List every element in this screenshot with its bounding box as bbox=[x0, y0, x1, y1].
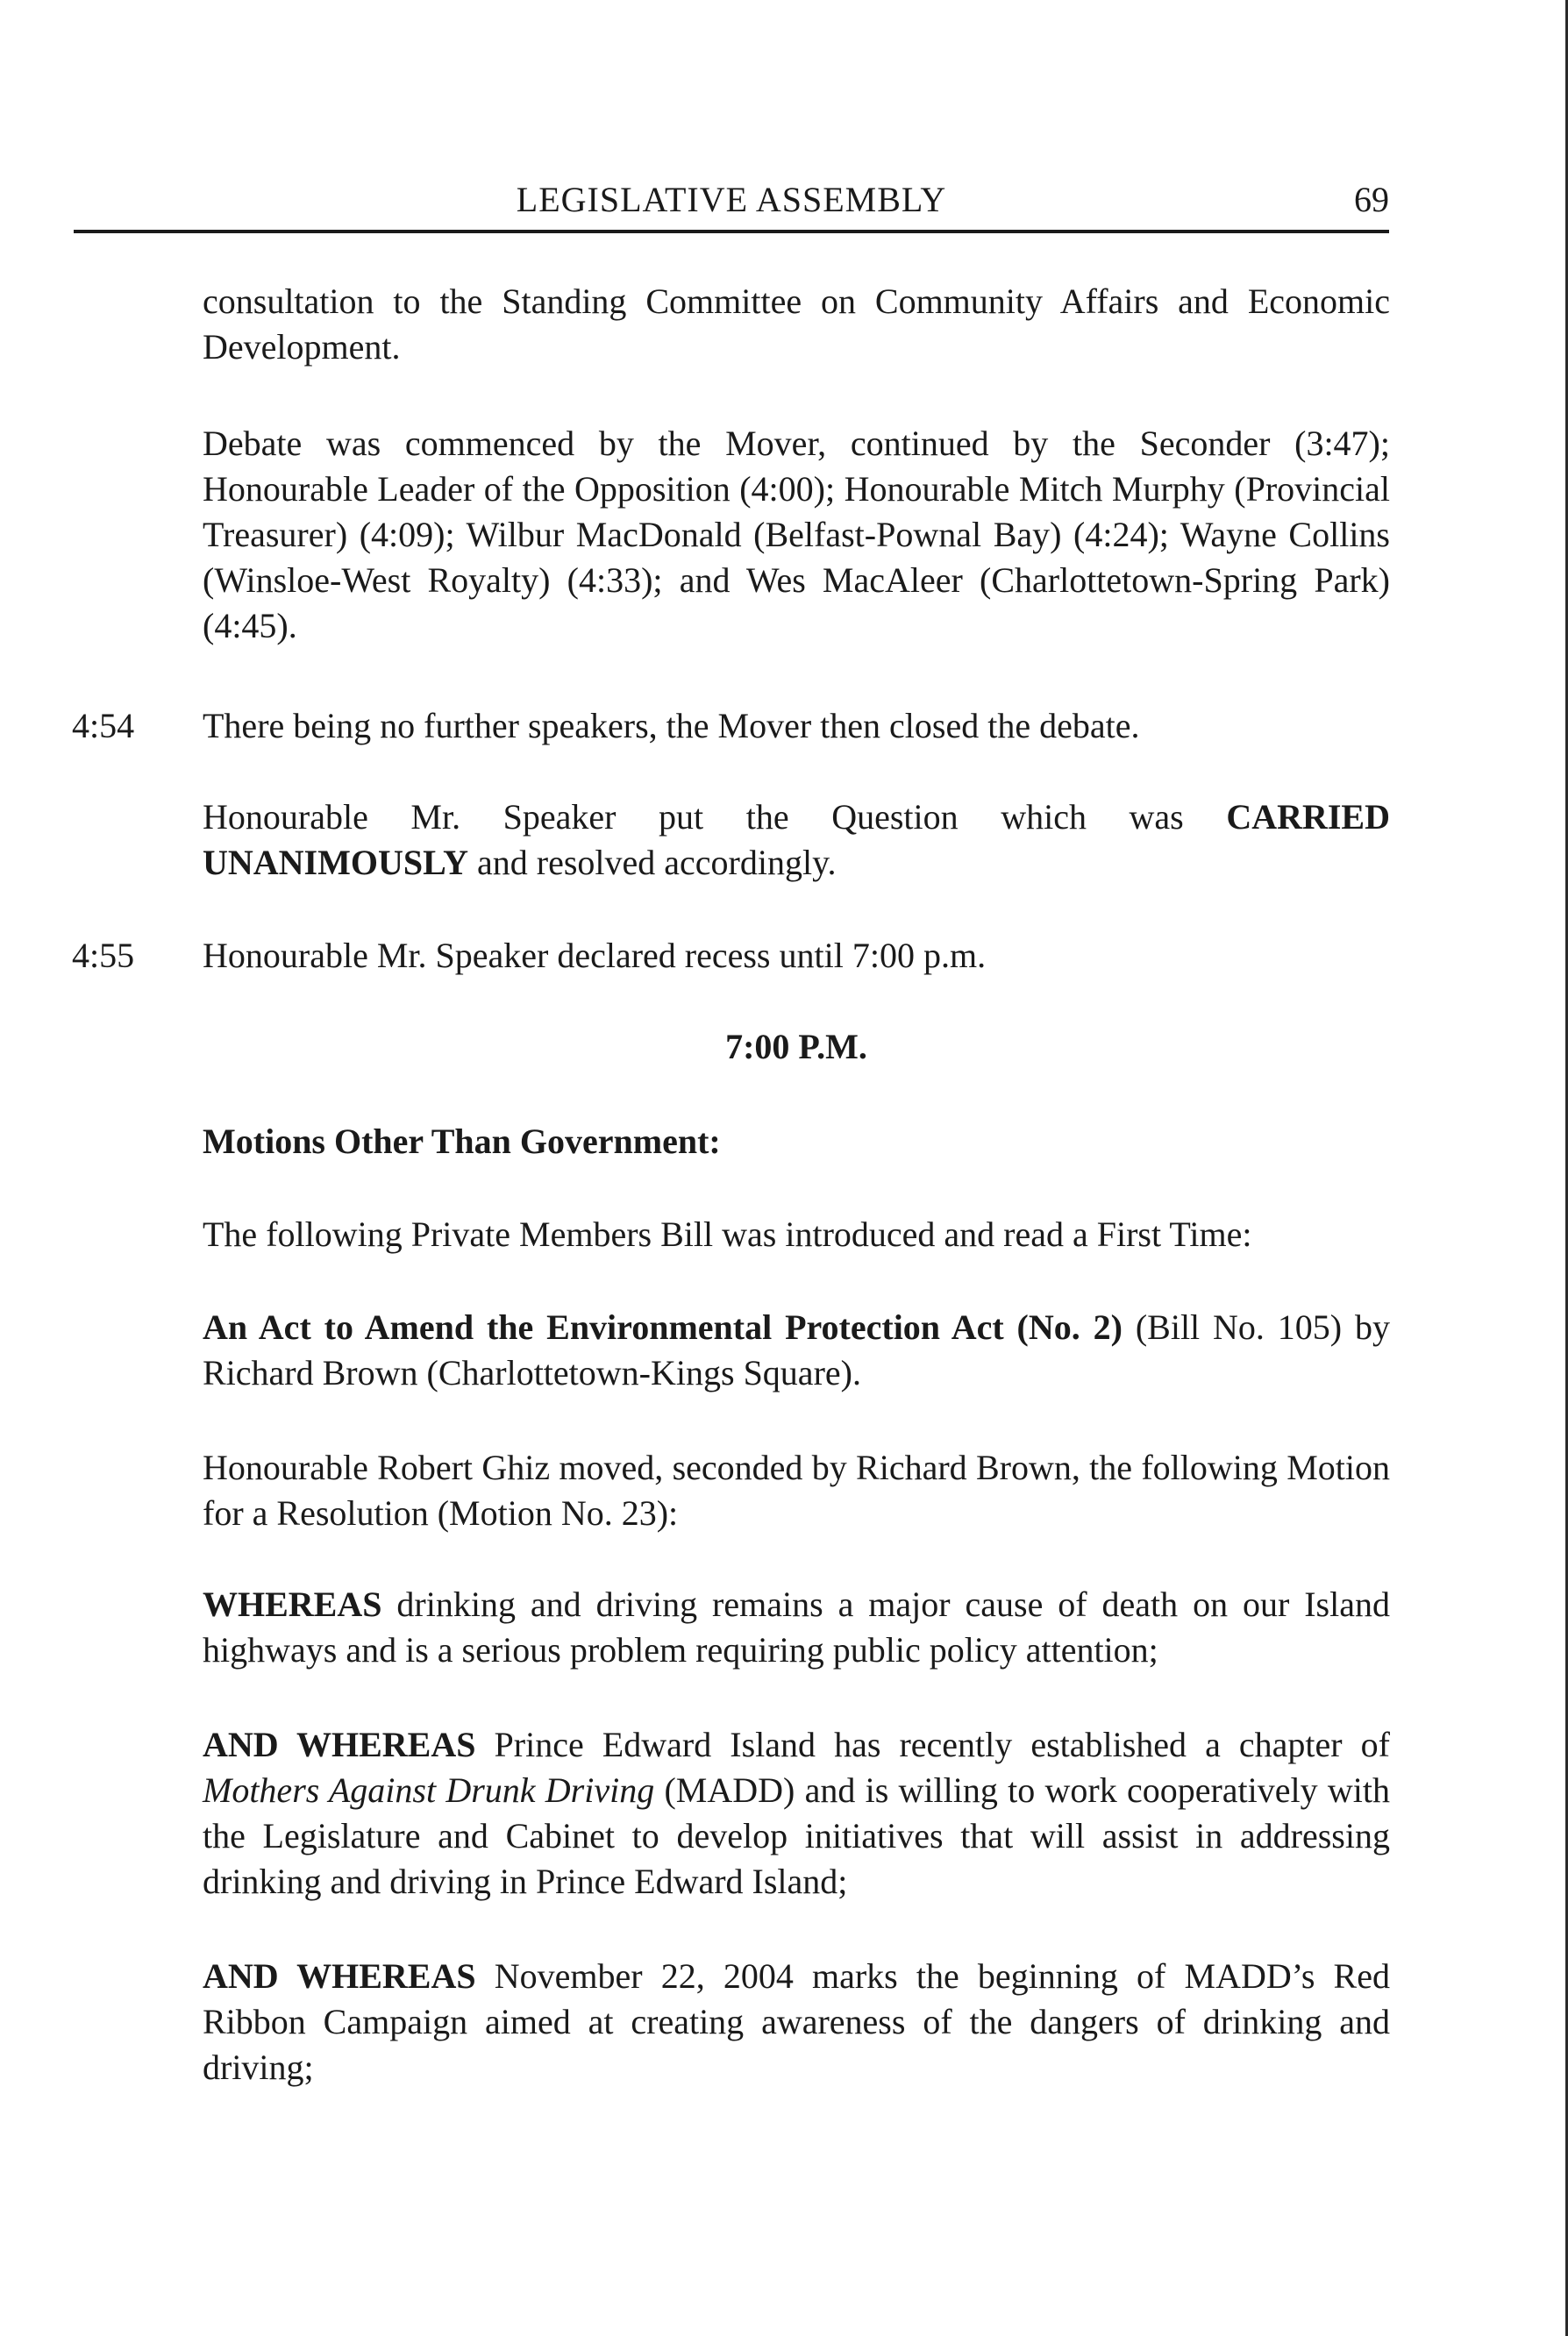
timestamp-455: 4:55 bbox=[72, 936, 135, 975]
paragraph-closed-debate: There being no further speakers, the Mover then closed the debate. bbox=[203, 706, 1140, 745]
timestamp-454: 4:54 bbox=[72, 706, 135, 745]
paragraph-whereas-1 bbox=[203, 1582, 1390, 1673]
paragraph-debate: Debate was commenced by the Mover, continued by the Seconder (3:47); Honourable Leader of the Opposition (4:00); Honourable Mitch Murphy (Provincial Treasurer) (4:09); Wilbur MacDonald (Belfast-Pownal Bay) (4:24); Wayne Collins (Winsloe-West Royalty) (4:33); and Wes MacAleer (Charlottetown-Spring Park) (4:45). bbox=[203, 424, 1390, 645]
paragraph-whereas-2 bbox=[203, 1722, 1390, 1905]
whereas-2-post: (MADD) and is willing to work cooperatively with the Legislature and Cabinet to develop initiatives that will assist in addressing drinking and driving in Prince Edward Island; bbox=[203, 1770, 1391, 1901]
paragraph-question bbox=[203, 794, 1390, 886]
paragraph-bill bbox=[203, 1305, 1390, 1396]
whereas-2-org-name: Mothers Against Drunk Driving bbox=[203, 1770, 655, 1810]
whereas-1-text: drinking and driving remains a major cause of death on our Island highways and is a serious problem requiring public policy attention; bbox=[203, 1585, 1390, 1670]
whereas-1-lead: WHEREAS bbox=[203, 1585, 382, 1624]
whereas-3-text: November 22, 2004 marks the beginning of MADD’s Red Ribbon Campaign aimed at creating awareness of the dangers of drinking and driving; bbox=[203, 1956, 1390, 2087]
question-pre: Honourable Mr. Speaker put the Question which was bbox=[203, 797, 1227, 837]
section-heading: Motions Other Than Government: bbox=[203, 1122, 721, 1161]
paragraph-motion: Honourable Robert Ghiz moved, seconded by Richard Brown, the following Motion for a Resolution (Motion No. 23): bbox=[203, 1448, 1390, 1533]
whereas-2-pre: Prince Edward Island has recently established a chapter of bbox=[475, 1725, 1391, 1764]
session-time-heading: 7:00 P.M. bbox=[725, 1027, 867, 1066]
page-number: 69 bbox=[1354, 180, 1389, 219]
question-result: CARRIED UNANIMOUSLY bbox=[203, 797, 1390, 882]
paragraph-whereas-3 bbox=[203, 1954, 1390, 2090]
header-title: LEGISLATIVE ASSEMBLY bbox=[516, 180, 947, 219]
bill-title: An Act to Amend the Environmental Protection Act (No. 2) bbox=[203, 1307, 1123, 1347]
bill-details: (Bill No. 105) by Richard Brown (Charlottetown-Kings Square). bbox=[203, 1307, 1390, 1392]
question-post: and resolved accordingly. bbox=[468, 843, 837, 882]
paragraph-consultation: consultation to the Standing Committee on Community Affairs and Economic Development. bbox=[203, 281, 1390, 367]
paragraph-recess: Honourable Mr. Speaker declared recess until 7:00 p.m. bbox=[203, 936, 987, 975]
page-header bbox=[74, 174, 1389, 233]
whereas-3-lead: AND WHEREAS bbox=[203, 1956, 476, 1996]
whereas-2-lead: AND WHEREAS bbox=[203, 1725, 476, 1764]
paragraph-bill-intro: The following Private Members Bill was introduced and read a First Time: bbox=[203, 1214, 1252, 1254]
